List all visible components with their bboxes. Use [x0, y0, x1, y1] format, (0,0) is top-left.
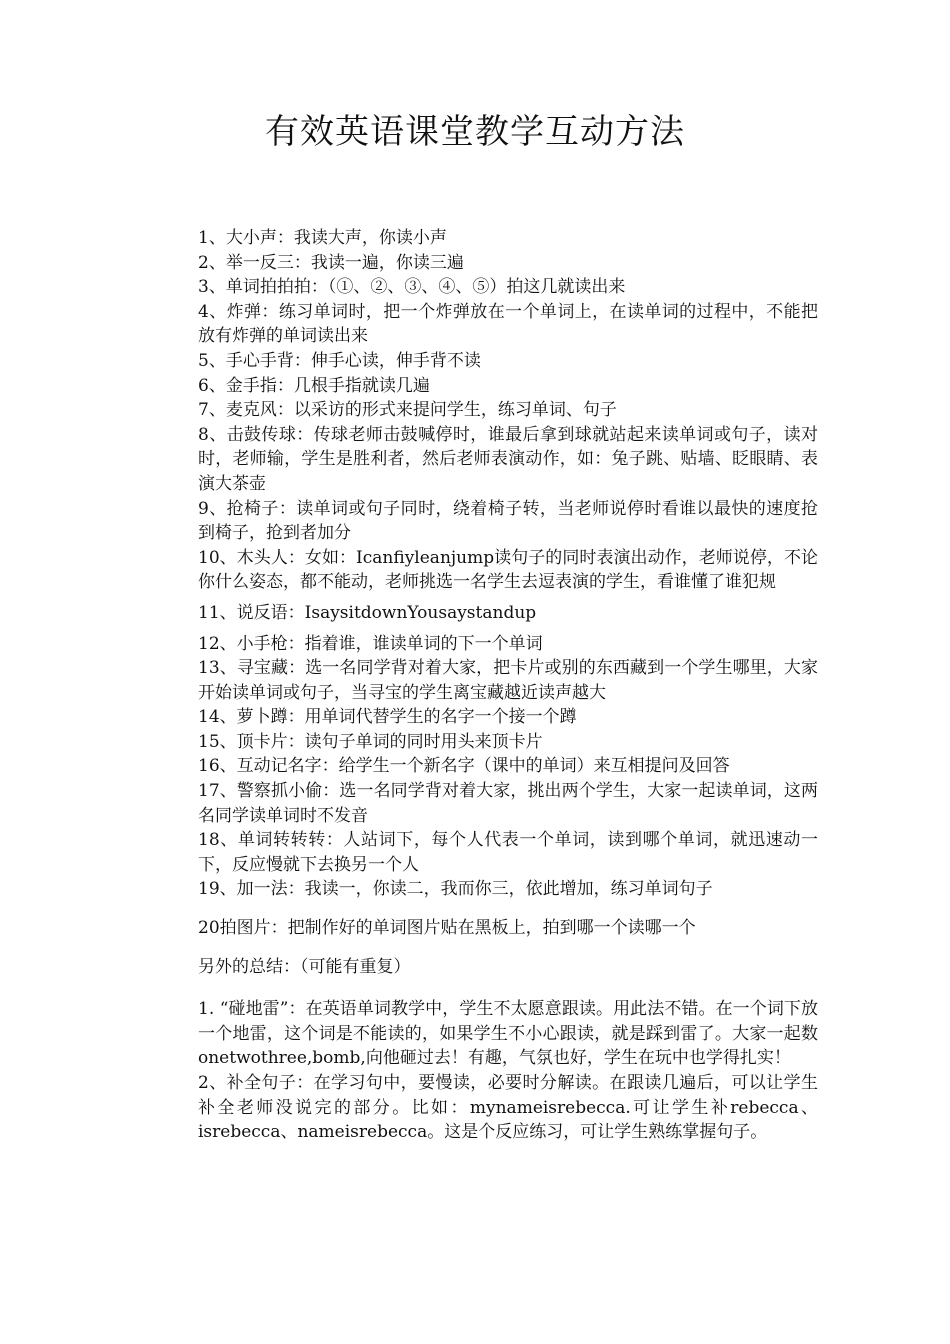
- list-item: 4、炸弹：练习单词时，把一个炸弹放在一个单词上，在读单词的过程中，不能把放有炸弹的单词读出来: [198, 301, 818, 347]
- list-item: 20拍图片：把制作好的单词图片贴在黑板上，拍到哪一个读哪一个: [198, 918, 696, 939]
- list-item: 3、单词拍拍拍：（①、②、③、④、⑤）拍这几就读出来: [198, 277, 626, 298]
- summary-heading: 另外的总结：（可能有重复）: [198, 956, 411, 977]
- list-item: 16、互动记名字：给学生一个新名字（课中的单词）来互相提问及回答: [198, 756, 730, 777]
- list-item: 17、警察抓小偷：选一名同学背对着大家，挑出两个学生，大家一起读单词，这两名同学读单词时不发音: [198, 781, 818, 826]
- document-title: 有效英语课堂教学互动方法: [265, 112, 685, 152]
- list-item: 8、击鼓传球：传球老师击鼓喊停时，谁最后拿到球就站起来读单词或句子，读对时，老师输，学生是胜利者，然后老师表演动作，如：兔子跳、贴墙、眨眼睛、表演大茶壶: [198, 424, 818, 494]
- list-item: 1、大小声：我读大声，你读小声: [198, 228, 447, 248]
- list-item: 2、举一反三：我读一遍，你读三遍: [198, 252, 464, 273]
- list-item: 9、抢椅子：读单词或句子同时，绕着椅子转，当老师说停时看谁以最快的速度抢到椅子，抢到者加分: [198, 498, 818, 544]
- summary-item: 2、补全句子：在学习句中，要慢读，必要时分解读。在跟读几遍后，可以让学生补全老师没说完的部分。比如：mynameisrebecca.可让学生补rebecca、isrebecca、nameisrebecca。这是个反应练习，可让学生熟练掌握句子。: [198, 1073, 818, 1143]
- list-item: 12、小手枪：指着谁，谁读单词的下一个单词: [198, 633, 543, 654]
- list-item: 14、萝卜蹲：用单词代替学生的名字一个接一个蹲: [198, 707, 577, 728]
- method-list: [198, 226, 818, 1145]
- list-item: 19、加一法：我读一，你读二，我而你三，依此增加，练习单词句子: [198, 879, 713, 900]
- list-item: 7、麦克风：以采访的形式来提问学生，练习单词、句子: [198, 400, 617, 421]
- list-item: 11、说反语：IsaysitdownYousaystandup: [198, 602, 537, 623]
- list-item: 13、寻宝藏：选一名同学背对着大家，把卡片或别的东西藏到一个学生哪里，大家开始读单词或句子，当寻宝的学生离宝藏越近读声越大: [198, 658, 818, 703]
- list-item: 15、顶卡片：读句子单词的同时用头来顶卡片: [198, 731, 543, 752]
- summary-item: 1. “碰地雷”：在英语单词教学中，学生不太愿意跟读。用此法不错。在一个词下放一个地雷，这个词是不能读的，如果学生不小心跟读，就是踩到雷了。大家一起数onetwothree,bomb,向他砸过去！有趣，气氛也好，学生在玩中也学得扎实！: [198, 999, 818, 1069]
- list-item: 18、单词转转转：人站词下，每个人代表一个单词，读到哪个单词，就迅速动一下，反应慢就下去换另一个人: [198, 830, 818, 875]
- list-item: 5、手心手背：伸手心读，伸手背不读: [198, 350, 481, 371]
- list-item: 6、金手指：几根手指就读几遍: [198, 375, 430, 396]
- list-item: 10、木头人：女如：Icanfiyleanjump读句子的同时表演出动作，老师说停，不论你什么姿态，都不能动，老师挑选一名学生去逗表演的学生，看谁懂了谁犯规: [198, 547, 818, 593]
